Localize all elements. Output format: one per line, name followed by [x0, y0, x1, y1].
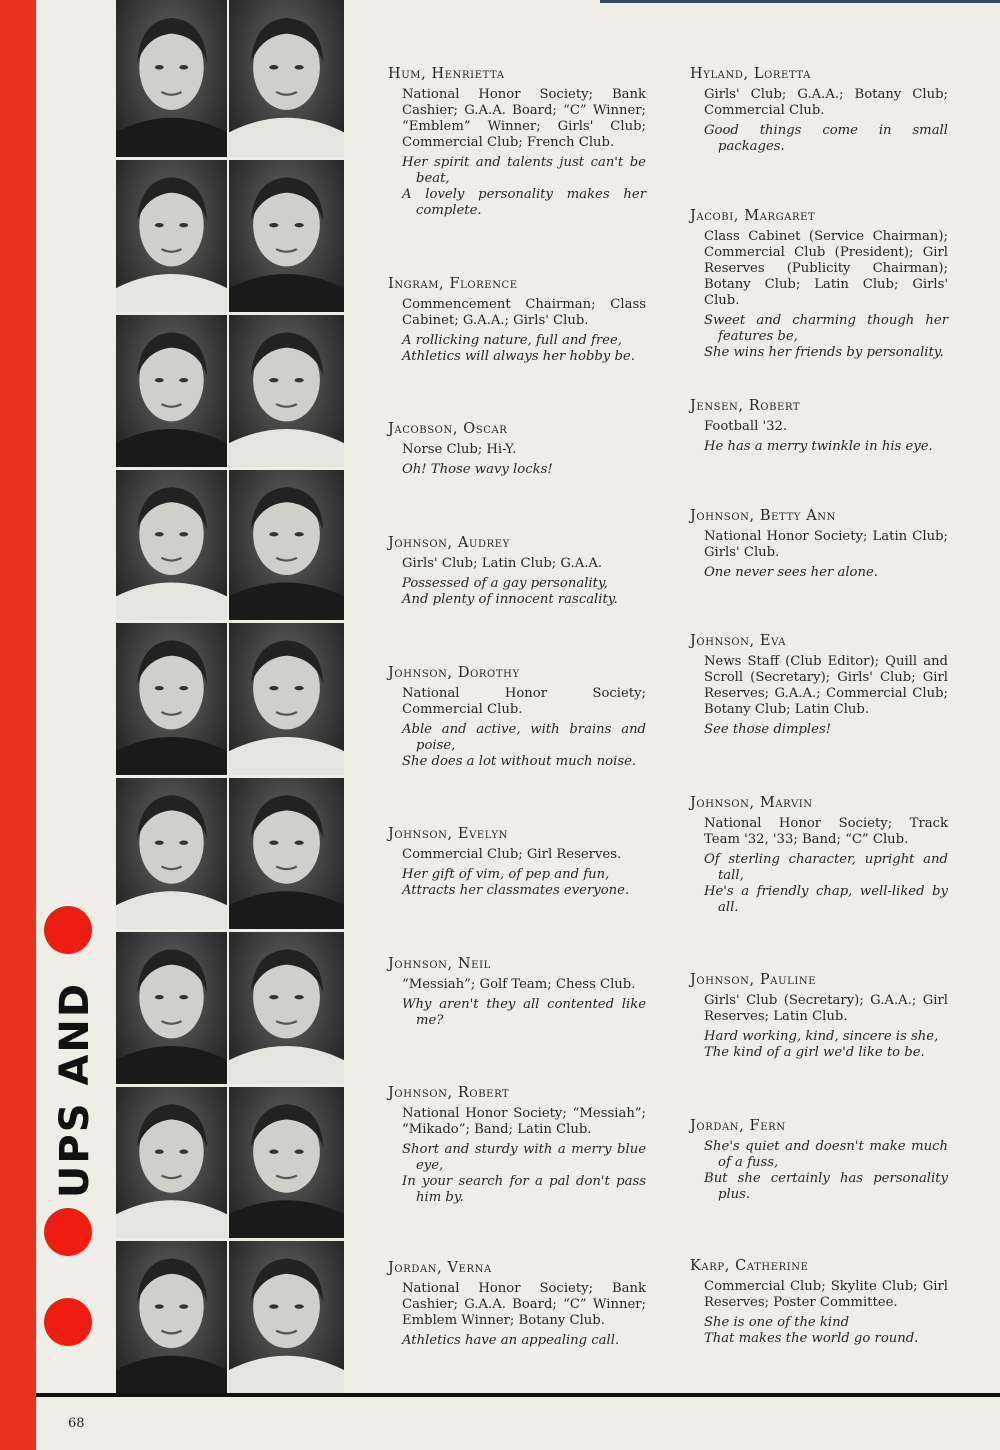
student-quote [402, 1142, 646, 1206]
senior-entry [388, 421, 646, 478]
student-activities: Girls' Club (Secretary); G.A.A.; Girl Reserves; Latin Club. [704, 993, 948, 1024]
quote-line: She is one of the kind [704, 1315, 850, 1330]
student-activities: Girls' Club; Latin Club; G.A.A. [402, 556, 603, 571]
quote-line: One never sees her alone. [704, 565, 878, 580]
quote-line: Her gift of vim, of pep and fun, [402, 867, 610, 882]
senior-entry [388, 535, 646, 608]
student-quote [402, 1333, 646, 1349]
student-quote [402, 997, 646, 1029]
student-quote [704, 565, 948, 581]
quote-line: A lovely personality makes her complete. [402, 187, 646, 218]
student-quote [704, 1139, 948, 1203]
portrait-photo [116, 0, 227, 157]
student-activities: Commercial Club; Skylite Club; Girl Reserves; Poster Committee. [704, 1279, 948, 1310]
senior-entry [388, 1260, 646, 1349]
quote-line: Oh! Those wavy locks! [402, 462, 553, 477]
student-quote [704, 1029, 948, 1061]
quote-line: Athletics have an appealing call. [402, 1333, 620, 1348]
quote-line: She wins her friends by personality. [704, 345, 944, 360]
student-quote [402, 333, 646, 365]
portrait-photo [116, 1087, 227, 1238]
red-dot [44, 906, 92, 954]
quote-line: Sweet and charming though her features be, [704, 313, 948, 344]
portrait-photo [229, 0, 344, 157]
student-name: Jordan, Verna [388, 1260, 492, 1276]
portrait-photo [229, 778, 344, 929]
student-quote [402, 155, 646, 219]
student-activities: Norse Club; Hi-Y. [402, 442, 517, 457]
student-name: Johnson, Betty Ann [690, 508, 836, 524]
student-activities: Football '32. [704, 419, 788, 434]
student-activities: National Honor Society; Bank Cashier; G.A.A. Board; “C” Winner; Emblem Winner; Botany Club. [402, 1281, 646, 1328]
portrait-photo [116, 623, 227, 775]
portrait-photo [116, 778, 227, 929]
student-activities: National Honor Society; Latin Club; Girls' Club. [704, 529, 948, 560]
bottom-rule [36, 1393, 1000, 1397]
student-name: Johnson, Eva [690, 633, 787, 649]
student-activities: Commencement Chairman; Class Cabinet; G.A.A.; Girls' Club. [402, 297, 646, 328]
student-name: Jordan, Fern [690, 1118, 786, 1134]
student-activities: Class Cabinet (Service Chairman); Commercial Club (President); Girl Reserves (Publicity Chairman); Botany Club; Latin Club; Girls' Club. [704, 229, 948, 308]
senior-entry [388, 66, 646, 219]
quote-line: She's quiet and doesn't make much of a fuss, [704, 1139, 948, 1170]
quote-line: A rollicking nature, full and free, [402, 333, 622, 348]
student-activities: Girls' Club; G.A.A.; Botany Club; Commercial Club. [704, 87, 948, 118]
senior-entry [388, 665, 646, 770]
student-activities: National Honor Society; Track Team '32, '33; Band; “C” Club. [704, 816, 948, 847]
student-name: Jacobson, Oscar [388, 421, 508, 437]
quote-line: She does a lot without much noise. [402, 754, 637, 769]
portrait-photo [116, 315, 227, 467]
side-heading [44, 981, 106, 1199]
student-quote [402, 867, 646, 899]
student-name: Johnson, Pauline [690, 972, 817, 988]
portrait-photo [229, 1087, 344, 1238]
senior-entry [690, 633, 948, 738]
senior-entry [690, 398, 948, 455]
red-dot [44, 1208, 92, 1256]
student-name: Johnson, Dorothy [388, 665, 520, 681]
quote-line: He's a friendly chap, well-liked by all. [704, 884, 948, 915]
portrait-photo [116, 1241, 227, 1394]
quote-line: Good things come in small packages. [704, 123, 948, 154]
senior-entry [690, 66, 948, 155]
side-heading-text: UPS AND [52, 981, 99, 1199]
student-name: Johnson, Evelyn [388, 826, 508, 842]
senior-entry [388, 1085, 646, 1206]
portrait-photo [116, 470, 227, 620]
quote-line: And plenty of innocent rascality. [402, 592, 618, 607]
student-quote [704, 852, 948, 916]
portrait-photo [116, 932, 227, 1084]
portrait-photo [229, 315, 344, 467]
quote-line: Hard working, kind, sincere is she, [704, 1029, 939, 1044]
student-name: Jacobi, Margaret [690, 208, 816, 224]
portrait-photo [229, 160, 344, 312]
senior-entry [388, 826, 646, 899]
quote-line: See those dimples! [704, 722, 832, 737]
student-name: Johnson, Robert [388, 1085, 510, 1101]
portrait-photo [229, 470, 344, 620]
quote-line: Possessed of a gay personality, [402, 576, 608, 591]
student-activities: National Honor Society; Commercial Club. [402, 686, 646, 717]
student-quote [402, 462, 646, 478]
senior-entry [690, 1118, 948, 1203]
senior-entry [388, 956, 646, 1029]
student-name: Hum, Henrietta [388, 66, 505, 82]
portrait-photo [229, 1241, 344, 1394]
senior-entry [690, 795, 948, 916]
student-activities: National Honor Society; “Messiah”; “Mikado”; Band; Latin Club. [402, 1106, 646, 1137]
portrait-photo [229, 932, 344, 1084]
student-name: Hyland, Loretta [690, 66, 811, 82]
student-name: Ingram, Florence [388, 276, 518, 292]
student-activities: Commercial Club; Girl Reserves. [402, 847, 622, 862]
senior-entry [388, 276, 646, 365]
student-name: Johnson, Neil [388, 956, 491, 972]
quote-line: Athletics will always her hobby be. [402, 349, 635, 364]
student-quote [402, 722, 646, 770]
student-quote [704, 1315, 948, 1347]
student-quote [704, 722, 948, 738]
student-quote [704, 439, 948, 455]
student-name: Karp, Catherine [690, 1258, 809, 1274]
red-side-bar [0, 0, 36, 1450]
quote-line: Why aren't they all contented like me? [402, 997, 646, 1028]
student-activities: National Honor Society; Bank Cashier; G.A.A. Board; “C” Winner; “Emblem” Winner; Girls' Club; Commercial Club; French Club. [402, 87, 646, 150]
student-name: Johnson, Marvin [690, 795, 813, 811]
quote-line: Her spirit and talents just can't be beat, [402, 155, 646, 186]
red-dot [44, 1298, 92, 1346]
quote-line: The kind of a girl we'd like to be. [704, 1045, 925, 1060]
quote-line: Of sterling character, upright and tall, [704, 852, 948, 883]
student-name: Jensen, Robert [690, 398, 801, 414]
student-activities: “Messiah”; Golf Team; Chess Club. [402, 977, 636, 992]
top-rule [600, 0, 1000, 3]
portrait-column [116, 0, 344, 1395]
page-number: 68 [68, 1416, 85, 1431]
student-quote [704, 313, 948, 361]
student-name: Johnson, Audrey [388, 535, 510, 551]
student-quote [704, 123, 948, 155]
senior-entry [690, 508, 948, 581]
student-activities: News Staff (Club Editor); Quill and Scroll (Secretary); Girls' Club; Girl Reserves; G.A.A.; Commercial Club; Botany Club; Latin Club. [704, 654, 948, 717]
quote-line: Short and sturdy with a merry blue eye, [402, 1142, 646, 1173]
senior-entry [690, 208, 948, 361]
quote-line: Able and active, with brains and poise, [402, 722, 646, 753]
quote-line: But she certainly has personality plus. [704, 1171, 948, 1202]
student-quote [402, 576, 646, 608]
quote-line: That makes the world go round. [704, 1331, 919, 1346]
portrait-photo [229, 623, 344, 775]
quote-line: In your search for a pal don't pass him by. [402, 1174, 646, 1205]
portrait-photo [116, 160, 227, 312]
senior-entry [690, 1258, 948, 1347]
senior-entry [690, 972, 948, 1061]
quote-line: He has a merry twinkle in his eye. [704, 439, 933, 454]
quote-line: Attracts her classmates everyone. [402, 883, 630, 898]
